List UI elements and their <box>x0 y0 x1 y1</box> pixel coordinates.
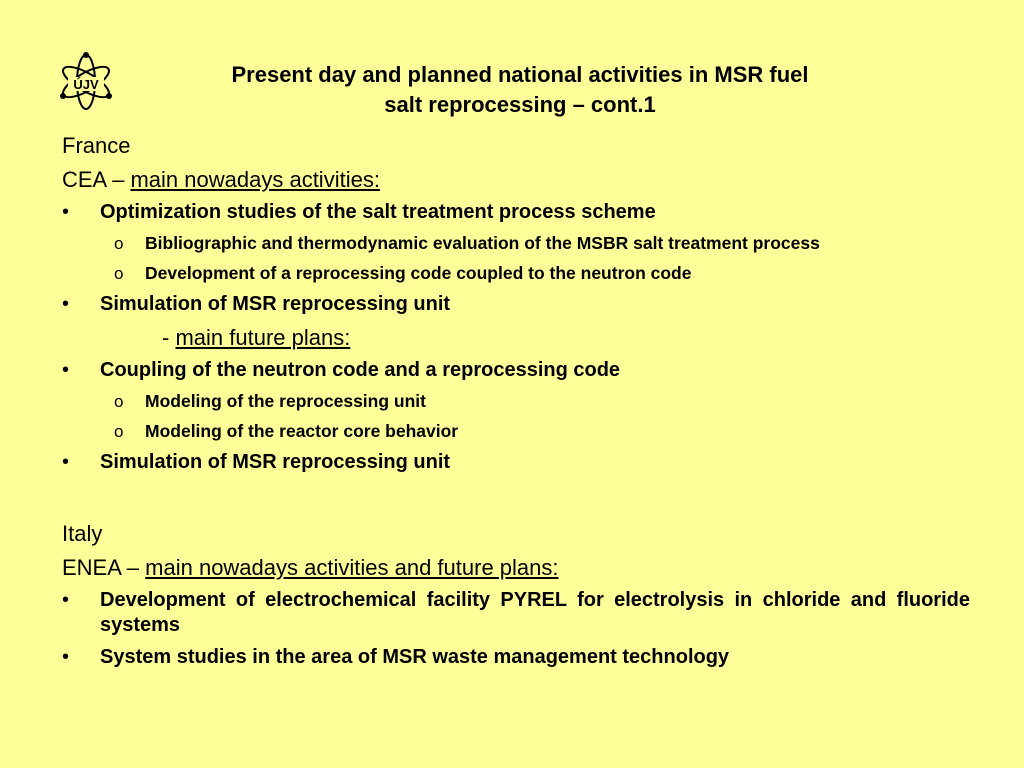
sub-text: Modeling of the reprocessing unit <box>145 391 426 411</box>
bullet-marker: • <box>62 451 70 473</box>
future-plans-heading <box>62 324 970 352</box>
sub-marker: o <box>114 264 124 283</box>
sub-list-item <box>62 232 970 255</box>
sub-marker: o <box>114 234 124 253</box>
enea-heading <box>62 554 970 582</box>
list-item <box>62 200 970 225</box>
slide-content <box>62 132 970 677</box>
bullet-marker: • <box>62 201 70 223</box>
logo-text: ÚJV <box>73 77 99 92</box>
sub-text: Bibliographic and thermodynamic evaluation of the MSBR salt treatment process <box>145 233 820 253</box>
cea-heading <box>62 166 970 194</box>
list-item <box>62 645 970 670</box>
sub-list-item <box>62 262 970 285</box>
cea-prefix: CEA – <box>62 167 131 192</box>
sub-marker: o <box>114 422 124 441</box>
sub-text: Development of a reprocessing code coupled to the neutron code <box>145 263 692 283</box>
enea-prefix: ENEA – <box>62 555 146 580</box>
bullet-marker: • <box>62 589 70 611</box>
ujv-logo <box>56 50 116 112</box>
list-item <box>62 292 970 317</box>
slide-title <box>130 60 910 120</box>
bullet-marker: • <box>62 293 70 315</box>
sub-marker: o <box>114 392 124 411</box>
bullet-text: Optimization studies of the salt treatment process scheme <box>100 201 656 223</box>
bullet-text: System studies in the area of MSR waste management technology <box>100 646 730 668</box>
bullet-text: Coupling of the neutron code and a reprocessing code <box>100 359 621 381</box>
sub-list-item <box>62 420 970 443</box>
bullet-text: Simulation of MSR reprocessing unit <box>100 293 451 315</box>
enea-activities-heading: main nowadays activities and future plans: <box>145 555 559 580</box>
sub-text: Modeling of the reactor core behavior <box>145 421 459 441</box>
bullet-marker: • <box>62 646 70 668</box>
title-line-1: Present day and planned national activities in MSR fuel <box>231 62 809 87</box>
spacer <box>62 482 970 520</box>
bullet-text: Development of electrochemical facility PYREL for electrolysis in chloride and fluoride systems <box>100 589 970 636</box>
cea-activities-heading: main nowadays activities: <box>130 167 380 192</box>
country-italy: Italy <box>62 521 103 546</box>
list-item <box>62 450 970 475</box>
future-prefix: - <box>162 325 176 350</box>
bullet-marker: • <box>62 359 70 381</box>
sub-list-item <box>62 390 970 413</box>
list-item <box>62 588 970 638</box>
future-plans-label: main future plans: <box>175 325 351 350</box>
atom-logo-icon <box>56 50 116 112</box>
list-item <box>62 358 970 383</box>
title-line-2: salt reprocessing – cont.1 <box>384 92 656 117</box>
country-france: France <box>62 133 131 158</box>
bullet-text: Simulation of MSR reprocessing unit <box>100 451 451 473</box>
